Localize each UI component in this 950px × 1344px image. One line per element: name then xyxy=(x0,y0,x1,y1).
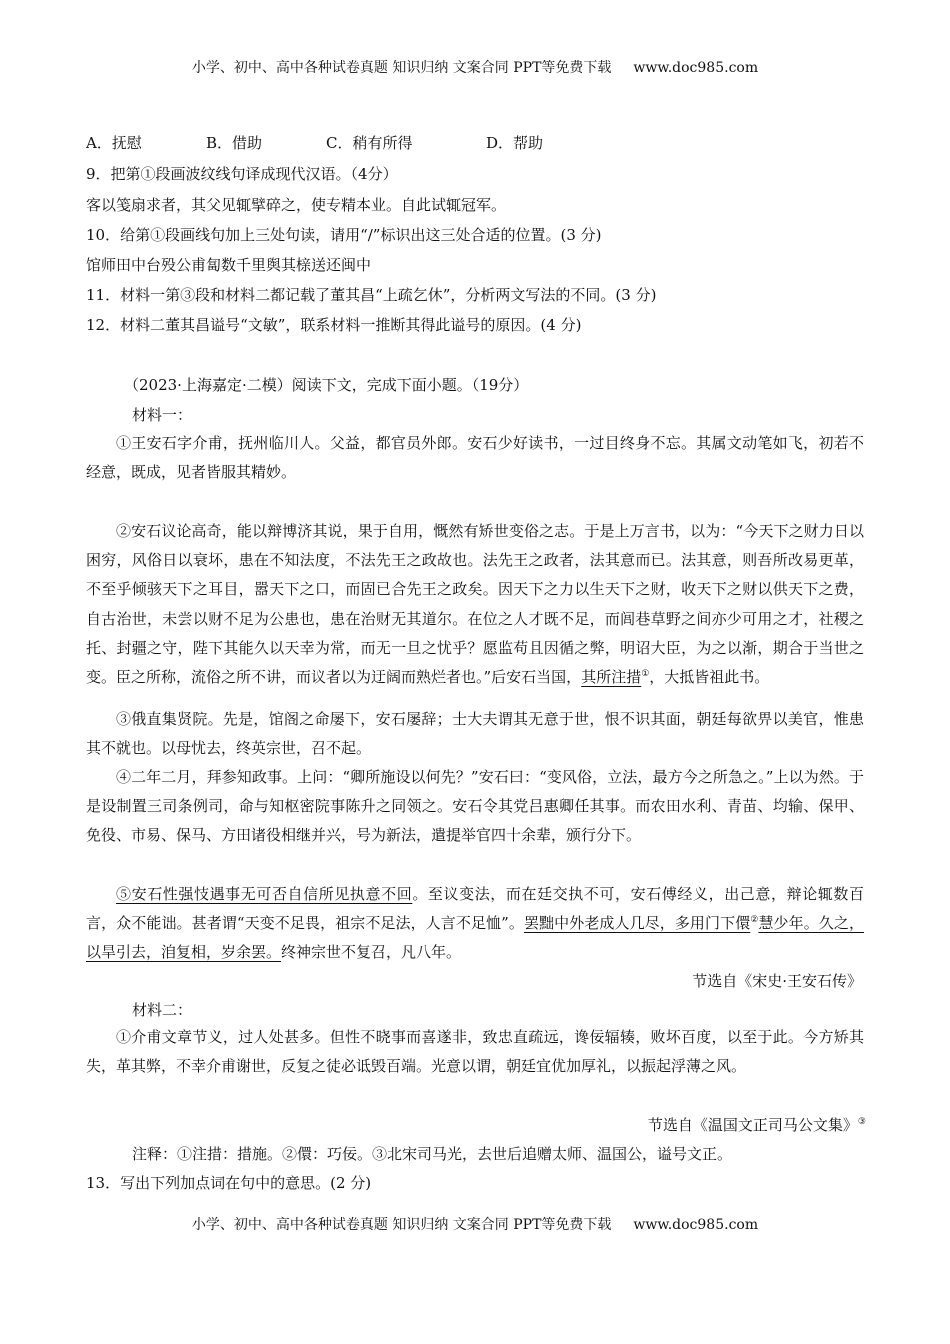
note-marker-1: ① xyxy=(641,669,650,680)
header-site: www.doc985.com xyxy=(633,60,759,76)
paragraph-5-end: 终神宗世不复召，凡八年。 xyxy=(281,943,462,962)
question-13: 13．写出下列加点词在句中的意思。(2 分) xyxy=(86,1174,372,1192)
material-2-source-text: 节选自《温国文正司马公文集》 xyxy=(647,1116,858,1134)
note-marker-2: ② xyxy=(750,915,759,926)
option-b: B．借助 xyxy=(206,134,263,152)
section-intro: （2023·上海嘉定·二模）阅读下文，完成下面小题。（19分） xyxy=(124,376,529,394)
material-1-label: 材料一： xyxy=(132,406,193,424)
underlined-phrase: 其所注措 xyxy=(581,668,642,687)
question-12: 12．材料二董其昌谥号“文敏”，联系材料一推断其得此谥号的原因。(4 分) xyxy=(86,316,582,334)
underlined-sentence-2a: 罢黜中外老成人几尽，多用门下儇 xyxy=(523,914,751,933)
question-9-prompt: 9．把第①段画波纹线句译成现代汉语。（4分） xyxy=(86,165,398,183)
material-1-paragraph-2 xyxy=(86,517,864,692)
material-2-source xyxy=(648,1114,866,1136)
question-10-prompt: 10．给第①段画线句加上三处句读，请用“/”标识出这三处合适的位置。(3 分) xyxy=(86,226,602,244)
paragraph-5-text: 。至议变法，而在廷交执不可，安石傅经义，出己意，辩论辄数百言，众不能诎。甚者谓“天变不足畏，祖宗不足法，人言不足恤”。 xyxy=(86,885,864,933)
paragraph-2-end: ，大抵皆祖此书。 xyxy=(649,668,770,687)
material-2-paragraph-1: ①介甫文章节义，过人处甚多。但性不晓事而喜遂非，致忠直疏远，谗佞辐辏，败坏百度，以至于此。今方矫其失，革其弊，不幸介甫谢世，反复之徒必诋毁百端。光意以谓，朝廷宜优加厚礼，以振起浮薄之风。 xyxy=(86,1028,864,1076)
material-2-label: 材料二： xyxy=(132,1001,193,1019)
material-1-paragraph-4: ④二年二月，拜参知政事。上问：“卿所施设以何先？”安石曰：“变风俗，立法，最方今之所急之。”上以为然。于是设制置三司条例司，命与知枢密院事陈升之同领之。安石令其党吕惠卿任其事。而农田水利、青苗、均输、保甲、免役、市易、保马、方田诸役相继并兴，号为新法，遣提举官四十余辈，颁行分下。 xyxy=(86,768,864,845)
footer-text: 小学、初中、高中各种试卷真题 知识归纳 文案合同 PPT等免费下载 xyxy=(191,1217,612,1233)
header-text: 小学、初中、高中各种试卷真题 知识归纳 文案合同 PPT等免费下载 xyxy=(191,60,612,76)
page-footer xyxy=(0,1214,950,1234)
question-11: 11．材料一第③段和材料二都记载了董其昌“上疏乞休”，分析两文写法的不同。(3 分) xyxy=(86,286,657,304)
material-1-paragraph-3: ③俄直集贤院。先是，馆阁之命屡下，安石屡辞；士大夫谓其无意于世，恨不识其面，朝廷每欲畀以美官，惟患其不就也。以母忧去，终英宗世，召不起。 xyxy=(86,710,864,758)
question-9-text: 客以笺扇求者，其父见辄擘碎之，使专精本业。自此试辄冠军。 xyxy=(86,196,507,214)
material-1-source: 节选自《宋史·王安石传》 xyxy=(692,972,862,990)
option-d: D．帮助 xyxy=(486,134,544,152)
material-1-paragraph-5 xyxy=(86,880,864,968)
material-1-paragraph-1: ①王安石字介甫，抚州临川人。父益，都官员外郎。安石少好读书，一过目终身不忘。其属文动笔如飞，初若不经意，既成，见者皆服其精妙。 xyxy=(86,434,864,482)
page-header xyxy=(0,57,950,77)
annotations: 注释：①注措：措施。②儇：巧佞。③北宋司马光，去世后追赠太师、温国公，谥号文正。 xyxy=(132,1145,733,1163)
footer-site: www.doc985.com xyxy=(633,1217,759,1233)
paragraph-2-text: ②安石议论高奇，能以辩博济其说，果于自用，慨然有矫世变俗之志。于是上万言书，以为：“今天下之财力日以困穷，风俗日以衰坏，患在不知法度，不法先王之政故也。法先王之政者，法其意而已。法其意，则吾所改易更革，不至乎倾骇天下之耳目，嚣天下之口，而固已合先王之政矣。因天下之力以生天下之财，收天下之财以供天下之费，自古治世，未尝以财不足为公患也，患在治财无其道尔。在位之人才既不足，而闾巷草野之间亦少可用之才，社稷之托、封疆之守，陛下其能久以天幸为常，而无一旦之忧乎？愿监苟且因循之弊，明诏大臣，为之以渐，期合于当世之变。臣之所称，流俗之所不讲，而议者以为迂阔而熟烂者也。”后安石当国， xyxy=(86,522,864,687)
underlined-sentence-2b: 慧少年。久之，以旱引去，洎复相，岁余罢。 xyxy=(86,914,864,962)
question-10-text: 馆师田中台殁公甫匐数千里舆其榇送还闽中 xyxy=(86,256,372,274)
option-c: C．稍有所得 xyxy=(326,134,413,152)
option-a: A．抚慰 xyxy=(86,134,142,152)
note-marker-3: ③ xyxy=(857,1117,866,1127)
answer-options xyxy=(86,132,606,154)
underlined-sentence-1: ⑤安石性强忮遇事无可否自信所见执意不回 xyxy=(116,885,413,903)
